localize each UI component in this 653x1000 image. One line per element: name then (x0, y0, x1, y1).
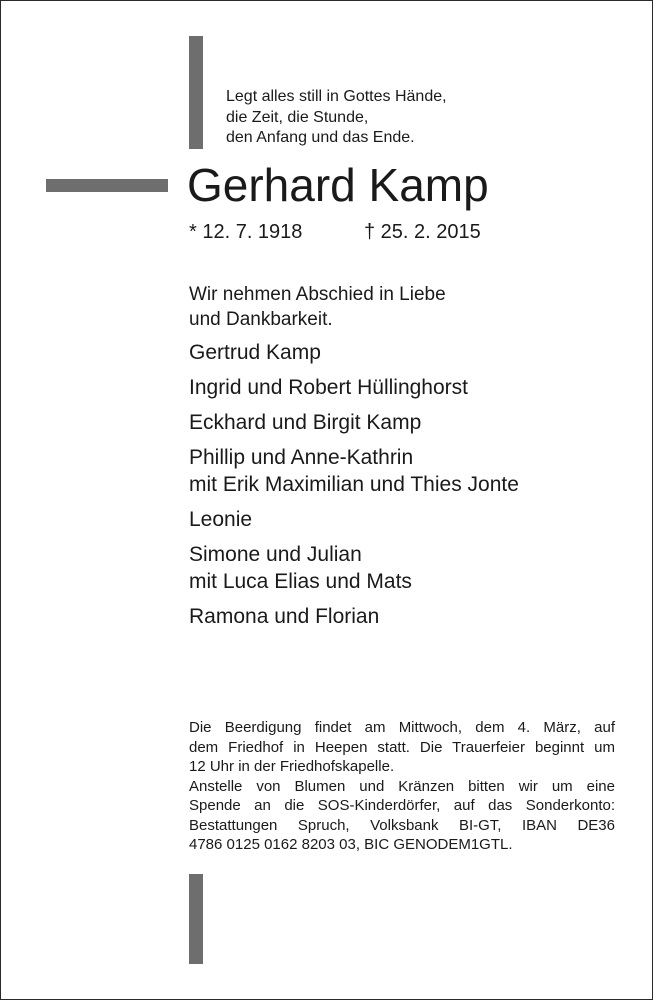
verse (226, 87, 447, 149)
mourner-group (189, 374, 519, 401)
mourner-group (189, 444, 519, 498)
notice-line: Die Beerdigung findet am Mittwoch, dem 4. März, auf (189, 719, 615, 736)
mourner-line: Gertrud Kamp (189, 341, 321, 364)
mourner-line: Ingrid und Robert Hüllinghorst (189, 376, 468, 399)
notice-line: Spende an die SOS-Kinderdörfer, auf das Sonderkonto: (189, 797, 615, 814)
notice-line: dem Friedhof in Heepen statt. Die Trauerfeier beginnt um (189, 738, 615, 756)
mourners-list (189, 339, 519, 638)
farewell-text (189, 282, 446, 332)
mourner-line: Simone und Julian (189, 543, 362, 566)
cross-vertical-top (189, 36, 203, 149)
verse-line: die Zeit, die Stunde, (226, 108, 369, 126)
notice-line: 4786 0125 0162 8203 03, BIC GENODEM1GTL. (189, 836, 513, 853)
mourner-line: Eckhard und Birgit Kamp (189, 411, 422, 434)
mourner-line: Ramona und Florian (189, 605, 380, 628)
deceased-name: Gerhard Kamp (187, 159, 489, 211)
mourner-group (189, 506, 519, 533)
mourner-group (189, 541, 519, 595)
cross-horizontal-left (46, 179, 168, 192)
notice-line: Anstelle von Blumen und Kränzen bitten wir um eine (189, 777, 615, 795)
life-dates (189, 220, 481, 244)
mourner-line: mit Erik Maximilian und Thies Jonte (189, 473, 519, 496)
verse-line: den Anfang und das Ende. (226, 129, 415, 146)
death-date: † 25. 2. 2015 (364, 221, 481, 243)
funeral-notice (189, 718, 615, 855)
notice-line: Bestattungen Spruch, Volksbank BI-GT, IBAN DE36 (189, 816, 615, 834)
verse-line: Legt alles still in Gottes Hände, (226, 88, 447, 105)
farewell-line: und Dankbarkeit. (189, 309, 333, 330)
mourner-group (189, 339, 519, 366)
farewell-line: Wir nehmen Abschied in Liebe (189, 284, 446, 305)
mourner-group (189, 603, 519, 630)
cross-vertical-bottom (189, 874, 203, 964)
birth-date: * 12. 7. 1918 (189, 221, 303, 243)
mourner-line: Leonie (189, 508, 253, 531)
notice-line: 12 Uhr in der Friedhofskapelle. (189, 758, 395, 775)
mourner-line: mit Luca Elias und Mats (189, 570, 412, 593)
mourner-line: Phillip und Anne-Kathrin (189, 446, 414, 469)
mourner-group (189, 409, 519, 436)
